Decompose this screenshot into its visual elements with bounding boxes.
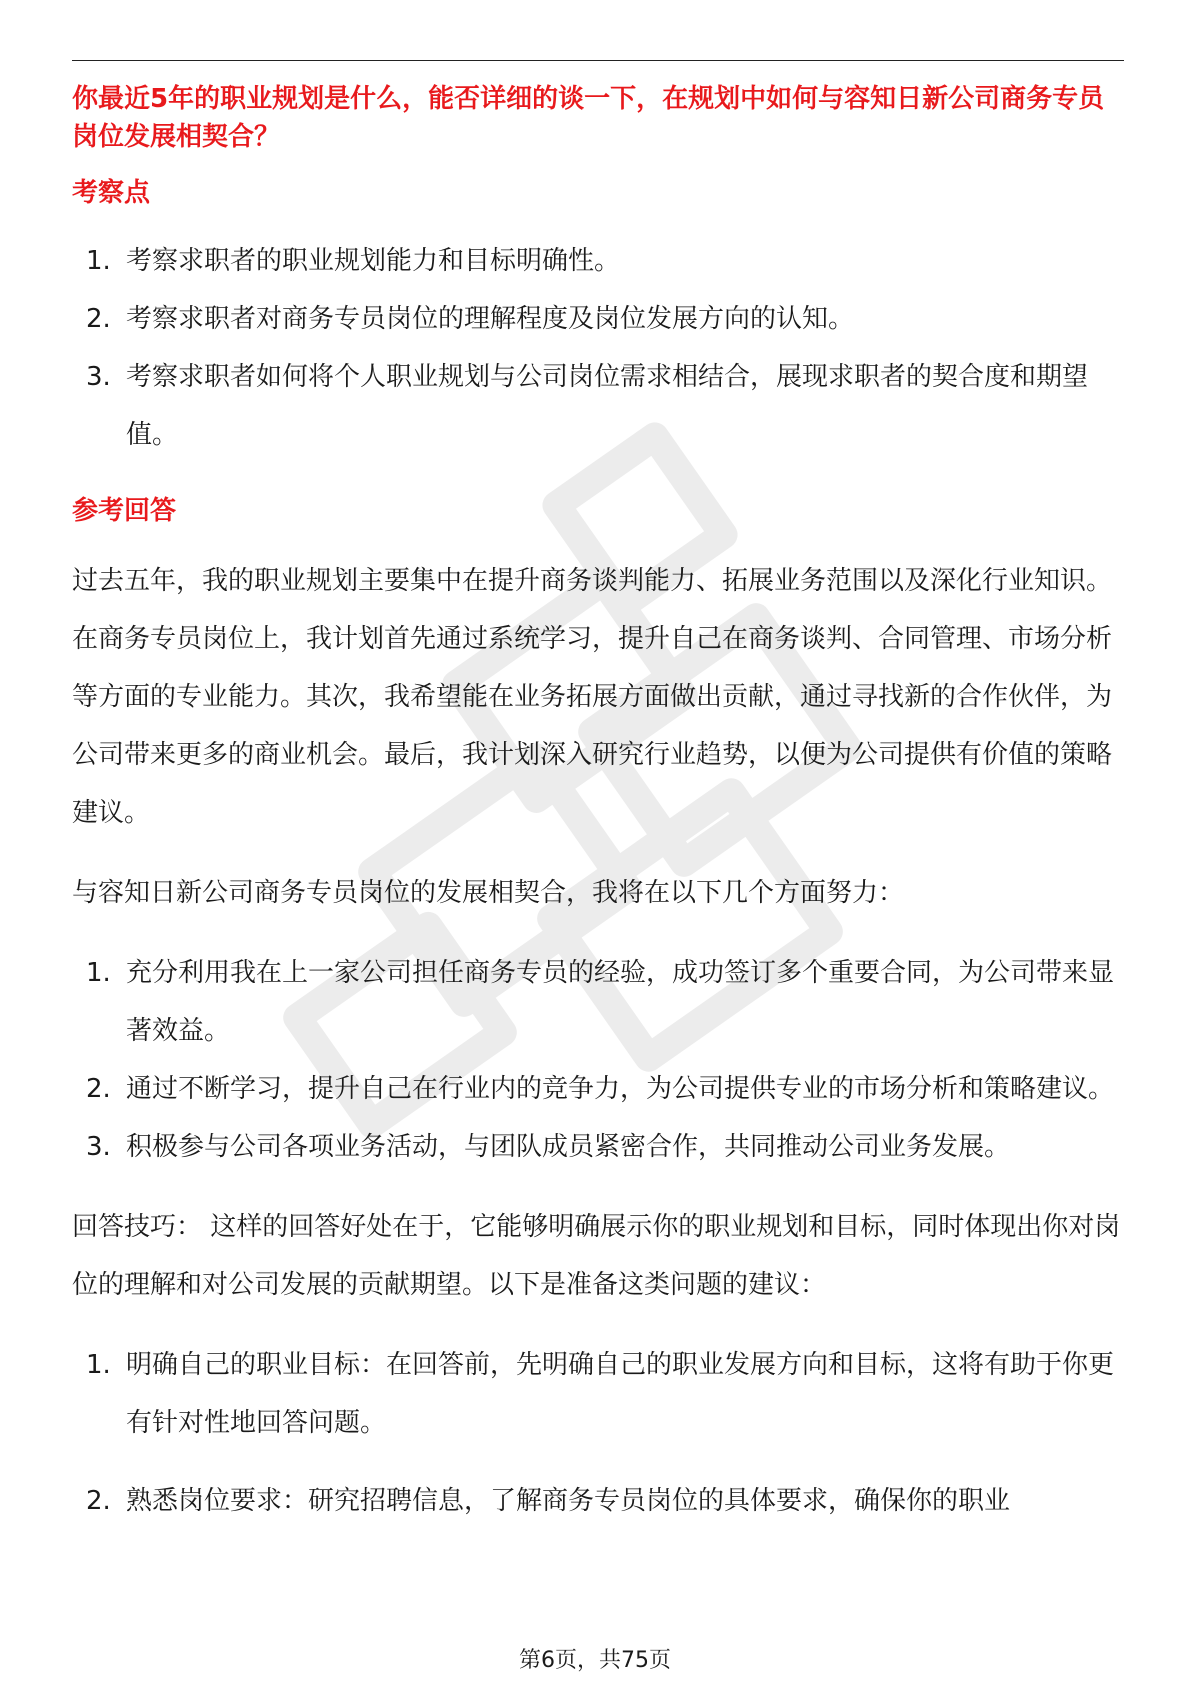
- question-heading: 你最近5年的职业规划是什么，能否详细的谈一下，在规划中如何与容知日新公司商务专员岗位发展相契合？: [72, 84, 1105, 152]
- tips-paragraph: 回答技巧： 这样的回答好处在于，它能够明确展示你的职业规划和目标，同时体现出你对岗位的理解和对公司发展的贡献期望。以下是准备这类问题的建议：: [72, 1212, 1121, 1300]
- list-item: 3. 考察求职者如何将个人职业规划与公司岗位需求相结合，展现求职者的契合度和期望值。: [86, 362, 1089, 450]
- answer-list: [72, 944, 1124, 1176]
- page-footer: 第6页，共75页: [519, 1648, 671, 1673]
- list-item: 2. 熟悉岗位要求：研究招聘信息，了解商务专员岗位的具体要求，确保你的职业: [86, 1486, 1011, 1516]
- list-item: 1. 考察求职者的职业规划能力和目标明确性。: [86, 246, 621, 276]
- list-item: 2. 考察求职者对商务专员岗位的理解程度及岗位发展方向的认知。: [86, 304, 855, 334]
- document-body: [72, 80, 1124, 1530]
- points-list: [72, 232, 1124, 464]
- top-rule: [72, 60, 1124, 61]
- list-item: 3. 积极参与公司各项业务活动，与团队成员紧密合作，共同推动公司业务发展。: [86, 1132, 1011, 1162]
- answer-heading: 参考回答: [72, 496, 177, 526]
- tips-list: [72, 1336, 1124, 1530]
- list-item: 1. 明确自己的职业目标：在回答前，先明确自己的职业发展方向和目标，这将有助于你更有针对性地回答问题。: [86, 1350, 1115, 1438]
- list-item: 1. 充分利用我在上一家公司担任商务专员的经验，成功签订多个重要合同，为公司带来显著效益。: [86, 958, 1115, 1046]
- answer-paragraph-2: 与容知日新公司商务专员岗位的发展相契合，我将在以下几个方面努力：: [72, 878, 905, 908]
- answer-paragraph-1: 过去五年，我的职业规划主要集中在提升商务谈判能力、拓展业务范围以及深化行业知识。在商务专员岗位上，我计划首先通过系统学习，提升自己在商务谈判、合同管理、市场分析等方面的专业能力。其次，我希望能在业务拓展方面做出贡献，通过寻找新的合作伙伴，为公司带来更多的商业机会。最后，我计划深入研究行业趋势，以便为公司提供有价值的策略建议。: [72, 566, 1113, 828]
- list-item: 2. 通过不断学习，提升自己在行业内的竞争力，为公司提供专业的市场分析和策略建议。: [86, 1074, 1115, 1104]
- points-heading: 考察点: [72, 178, 151, 208]
